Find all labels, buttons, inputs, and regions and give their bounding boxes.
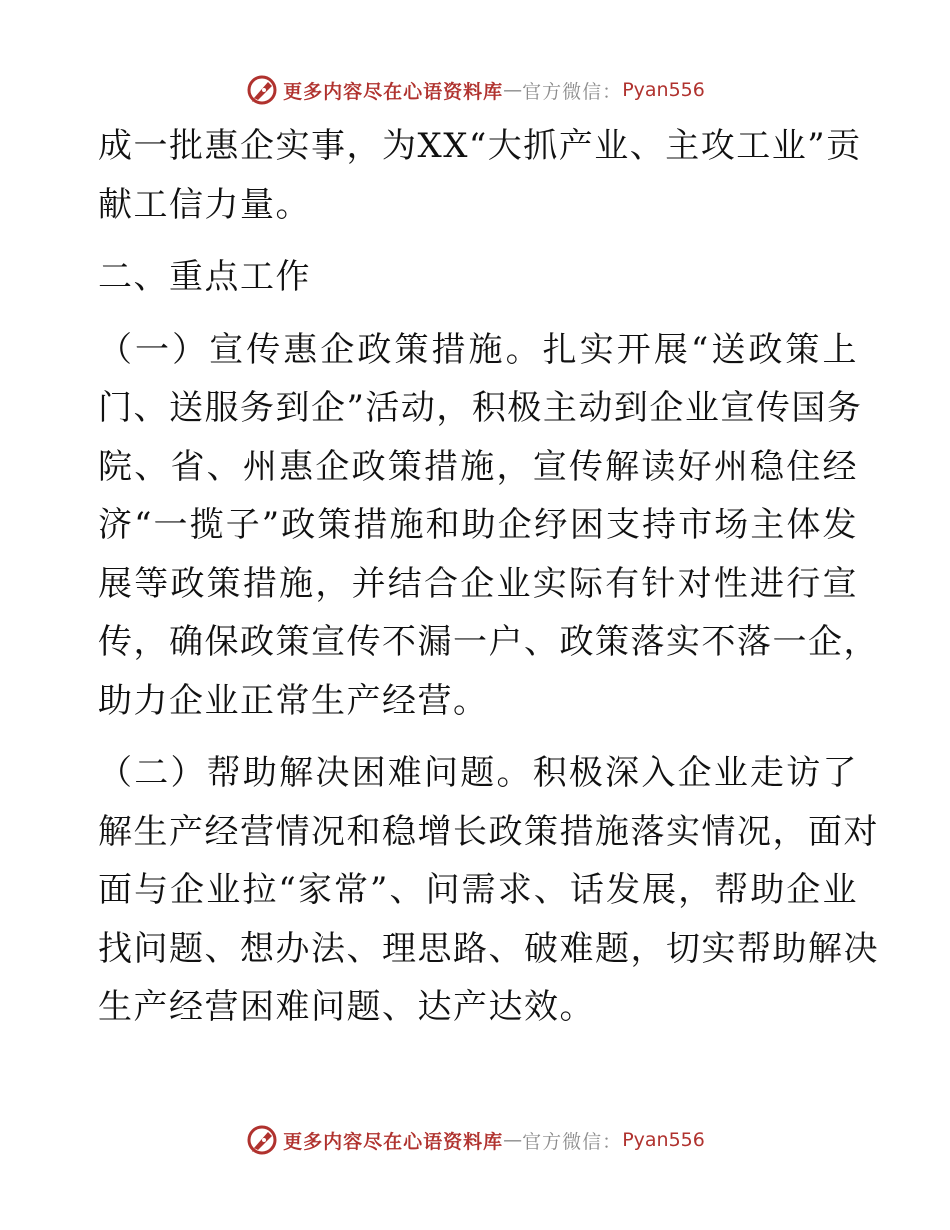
document-body — [98, 117, 879, 1037]
text-line: 院、省、州惠企政策措施，宣传解读好州稳住经 — [98, 446, 858, 487]
section-heading — [98, 248, 858, 307]
text-line: 门、送服务到企”活动，积极主动到企业宣传国务 — [98, 388, 863, 428]
text-line: 解生产经营情况和稳增长政策措施落实情况，面对 — [98, 811, 879, 852]
pen-logo-icon — [245, 73, 279, 107]
footer-watermark-banner — [0, 1120, 950, 1160]
banner-dash: — — [503, 1129, 523, 1151]
text-line: 济“一揽子”政策措施和助企纾困支持市场主体发 — [98, 505, 858, 545]
text-line: 找问题、想办法、理思路、破难题，切实帮助解决 — [98, 928, 879, 969]
text-line: （一）宣传惠企政策措施。扎实开展“送政策上 — [98, 329, 858, 370]
text-line: 成一批惠企实事，为XX“大抓产业、主攻工业”贡 — [98, 126, 862, 166]
heading-text: 二、重点工作 — [98, 257, 311, 297]
header-watermark-banner — [0, 70, 950, 110]
banner-wechat-id: Pyan556 — [622, 79, 705, 101]
text-line: 传，确保政策宣传不漏一户、政策落实不落一企， — [98, 622, 879, 662]
text-line: 献工信力量。 — [98, 184, 311, 225]
paragraph-policy-promotion — [98, 321, 879, 731]
text-line: 展等政策措施，并结合企业实际有针对性进行宣 — [98, 563, 858, 604]
text-line: 生产经营困难问题、达产达效。 — [98, 987, 595, 1027]
banner-wechat-label: 官方微信： — [522, 1130, 623, 1153]
banner-wechat-id: Pyan556 — [622, 1129, 705, 1151]
banner-main-text: 更多内容尽在心语资料库 — [283, 1130, 504, 1153]
text-line: （二）帮助解决困难问题。积极深入企业走访了 — [98, 753, 858, 793]
banner-main-text: 更多内容尽在心语资料库 — [283, 80, 504, 103]
banner-dash: — — [503, 79, 523, 101]
paragraph-problem-solving — [98, 744, 879, 1037]
banner-wechat-label: 官方微信： — [522, 80, 623, 103]
pen-logo-icon — [245, 1123, 279, 1157]
text-line: 助力企业正常生产经营。 — [98, 680, 489, 721]
paragraph-intro-end — [98, 117, 862, 234]
text-line: 面与企业拉“家常”、问需求、话发展，帮助企业 — [98, 870, 858, 910]
